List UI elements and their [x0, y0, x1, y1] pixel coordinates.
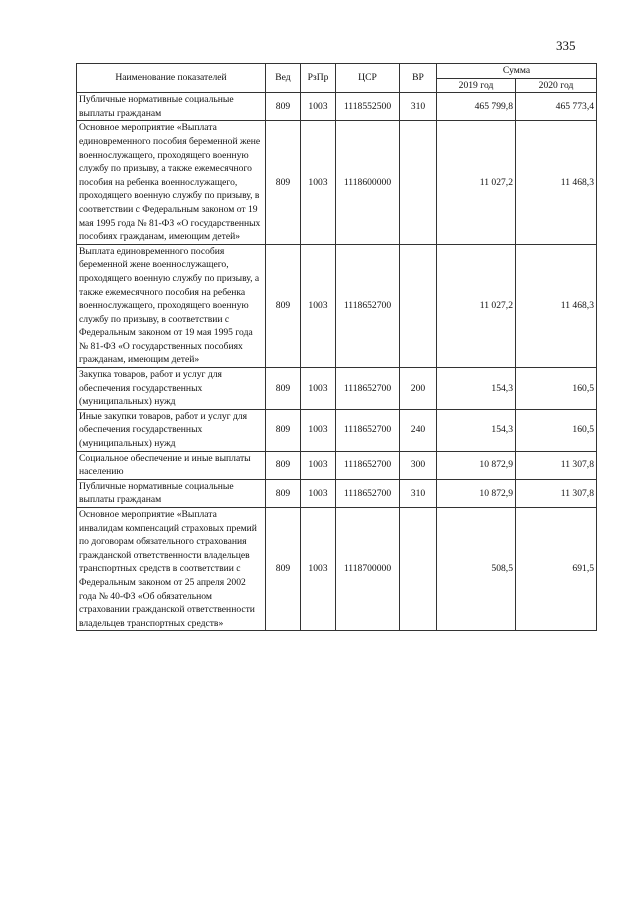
row-sum-2019: 10 872,9 [437, 451, 516, 479]
row-vr: 310 [400, 479, 437, 507]
row-sum-2019: 10 872,9 [437, 479, 516, 507]
row-csr: 1118652700 [336, 451, 400, 479]
header-sum: Сумма [437, 64, 597, 79]
row-sum-2020: 11 468,3 [516, 121, 597, 244]
row-vr [400, 244, 437, 367]
row-sum-2020: 11 307,8 [516, 451, 597, 479]
row-vr: 300 [400, 451, 437, 479]
header-year-2019: 2019 год [437, 78, 516, 93]
row-name: Публичные нормативные социальные выплаты гражданам [77, 93, 266, 121]
row-csr: 1118652700 [336, 479, 400, 507]
table-header-row [77, 64, 597, 79]
row-rzpr: 1003 [301, 508, 336, 631]
row-csr: 1118700000 [336, 508, 400, 631]
row-rzpr: 1003 [301, 93, 336, 121]
row-csr: 1118552500 [336, 93, 400, 121]
row-ved: 809 [266, 368, 301, 410]
row-sum-2019: 11 027,2 [437, 121, 516, 244]
row-sum-2019: 465 799,8 [437, 93, 516, 121]
row-vr [400, 121, 437, 244]
header-vr: ВР [400, 64, 437, 93]
row-ved: 809 [266, 479, 301, 507]
row-name: Выплата единовременного пособия беременной жене военнослужащего, проходящего военную службу по призыву, а также ежемесячного пособия на ребенка военнослужащего, проходящего военную службу по призыву, в соответствии с Федеральным законом от 19 мая 1995 года № 81-ФЗ «О государственных пособиях гражданам, имеющим детей» [77, 244, 266, 367]
row-sum-2019: 508,5 [437, 508, 516, 631]
row-vr: 310 [400, 93, 437, 121]
row-sum-2020: 160,5 [516, 368, 597, 410]
row-vr: 200 [400, 368, 437, 410]
row-sum-2019: 11 027,2 [437, 244, 516, 367]
row-rzpr: 1003 [301, 244, 336, 367]
header-year-2020: 2020 год [516, 78, 597, 93]
row-sum-2019: 154,3 [437, 409, 516, 451]
row-sum-2020: 160,5 [516, 409, 597, 451]
row-rzpr: 1003 [301, 368, 336, 410]
row-name: Иные закупки товаров, работ и услуг для обеспечения государственных (муниципальных) нужд [77, 409, 266, 451]
row-sum-2020: 465 773,4 [516, 93, 597, 121]
table-row [77, 244, 597, 367]
row-ved: 809 [266, 451, 301, 479]
row-rzpr: 1003 [301, 479, 336, 507]
table-row [77, 479, 597, 507]
row-csr: 1118600000 [336, 121, 400, 244]
budget-table [76, 63, 597, 631]
table-row [77, 451, 597, 479]
row-vr [400, 508, 437, 631]
row-rzpr: 1003 [301, 409, 336, 451]
row-ved: 809 [266, 409, 301, 451]
row-csr: 1118652700 [336, 368, 400, 410]
row-csr: 1118652700 [336, 244, 400, 367]
table-row [77, 409, 597, 451]
table-row [77, 508, 597, 631]
row-name: Публичные нормативные социальные выплаты гражданам [77, 479, 266, 507]
header-rzpr: РзПр [301, 64, 336, 93]
table-row [77, 368, 597, 410]
page-number: 335 [556, 38, 576, 53]
header-name: Наименование показателей [77, 64, 266, 93]
table-row [77, 93, 597, 121]
table-row [77, 121, 597, 244]
row-ved: 809 [266, 93, 301, 121]
row-vr: 240 [400, 409, 437, 451]
row-name: Основное мероприятие «Выплата инвалидам компенсаций страховых премий по договорам обязательного страхования гражданской ответственности владельцев транспортных средств в соответствии с Федеральным законом от 25 апреля 2002 года № 40-ФЗ «Об обязательном страховании гражданской ответственности владельцев транспортных средств» [77, 508, 266, 631]
row-name: Основное мероприятие «Выплата единовременного пособия беременной жене военнослужащего, проходящего военную службу по призыву, а также ежемесячного пособия на ребенка военнослужащего, проходящего военную службу по призыву, в соответствии с Федеральным законом от 19 мая 1995 года № 81-ФЗ «О государственных пособиях гражданам, имеющим детей» [77, 121, 266, 244]
header-csr: ЦСР [336, 64, 400, 93]
row-sum-2020: 691,5 [516, 508, 597, 631]
header-ved: Вед [266, 64, 301, 93]
row-ved: 809 [266, 121, 301, 244]
row-sum-2019: 154,3 [437, 368, 516, 410]
row-name: Социальное обеспечение и иные выплаты населению [77, 451, 266, 479]
row-rzpr: 1003 [301, 451, 336, 479]
row-rzpr: 1003 [301, 121, 336, 244]
row-name: Закупка товаров, работ и услуг для обеспечения государственных (муниципальных) нужд [77, 368, 266, 410]
row-ved: 809 [266, 508, 301, 631]
row-sum-2020: 11 468,3 [516, 244, 597, 367]
row-ved: 809 [266, 244, 301, 367]
row-sum-2020: 11 307,8 [516, 479, 597, 507]
row-csr: 1118652700 [336, 409, 400, 451]
